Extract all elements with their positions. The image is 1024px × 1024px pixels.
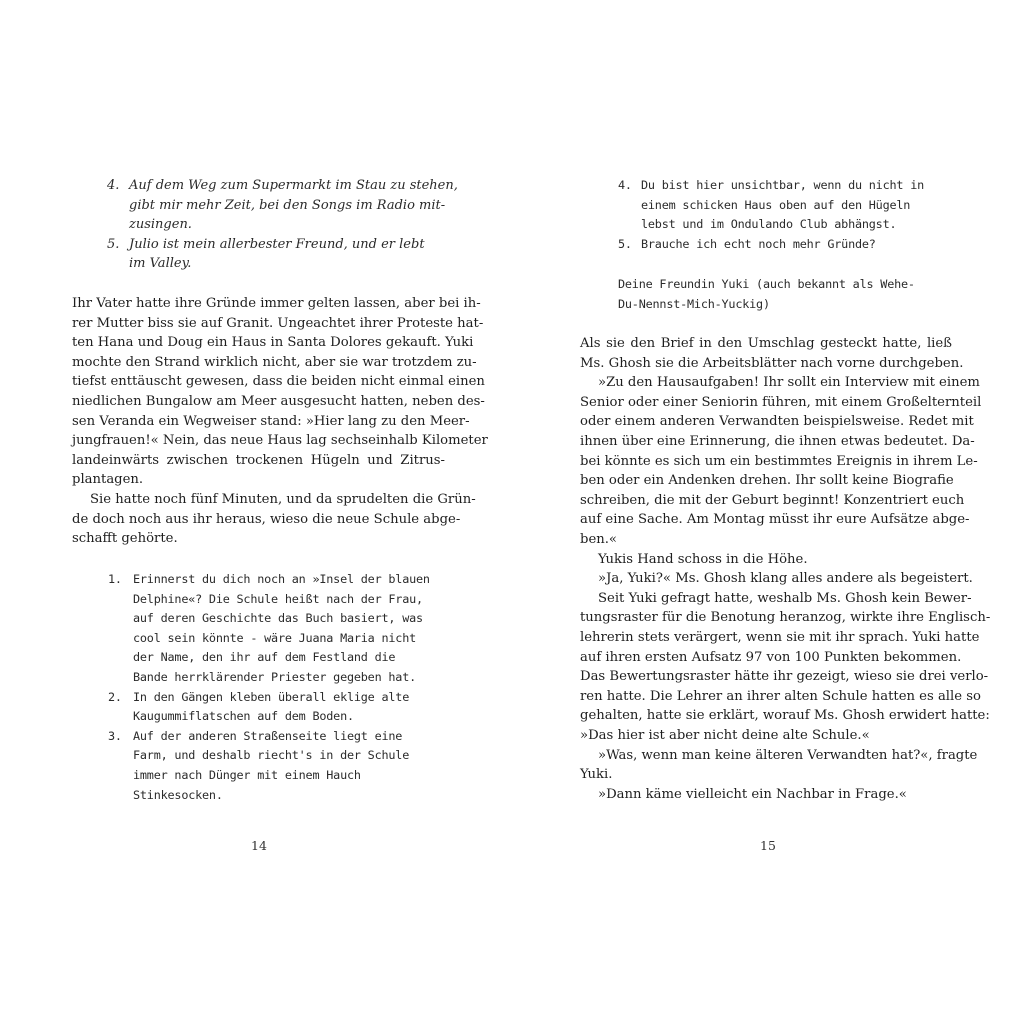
paragraph-line: »Was, wenn man keine älteren Verwandten hat?«, fragte bbox=[598, 747, 978, 763]
signature-line: Du-Nennst-Mich-Yuckig) bbox=[618, 296, 770, 311]
paragraph-line: de doch noch aus ihr heraus, wieso die neue Schule abge- bbox=[72, 511, 461, 527]
right-page bbox=[512, 0, 1024, 1024]
paragraph-line: ben.« bbox=[580, 532, 617, 547]
list-item-number: 1. bbox=[108, 572, 122, 586]
list-item-line: Stinkesocken. bbox=[133, 787, 223, 802]
paragraph-line: oder einem anderen Verwandten beispielsweise. Redet mit bbox=[580, 414, 974, 430]
paragraph-line: »Dann käme vielleicht ein Nachbar in Frage.« bbox=[598, 786, 907, 802]
paragraph-line: schafft gehörte. bbox=[72, 531, 178, 547]
page-number: 14 bbox=[251, 838, 267, 853]
list-item-number: 5. bbox=[107, 236, 120, 252]
paragraph-line: landeinwärts zwischen trockenen Hügeln und Zitrus- bbox=[72, 452, 445, 468]
list-item-line: Erinnerst du dich noch an »Insel der blauen bbox=[133, 572, 430, 586]
list-item-line: der Name, den ihr auf dem Festland die bbox=[133, 650, 396, 665]
paragraph-line: Sie hatte noch fünf Minuten, und da sprudelten die Grün- bbox=[90, 492, 476, 507]
paragraph-line: gehalten, hatte sie erklärt, worauf Ms. Ghosh erwidert hatte: bbox=[580, 708, 990, 724]
paragraph-line: ren hatte. Die Lehrer an ihrer alten Schule hatten es alle so bbox=[580, 688, 981, 704]
paragraph-line: Yukis Hand schoss in die Höhe. bbox=[598, 551, 808, 567]
paragraph-line: niedlichen Bungalow am Meer ausgesucht hatten, neben des- bbox=[72, 394, 485, 409]
paragraph-line: Das Bewertungsraster hätte ihr gezeigt, wieso sie drei verlo- bbox=[580, 669, 989, 685]
list-item-line: In den Gängen kleben überall eklige alte bbox=[133, 689, 410, 704]
paragraph-line: ben oder ein Andenken drehen. Ihr sollt keine Biografie bbox=[580, 473, 954, 489]
paragraph-line: ten Hana und Doug ein Haus in Santa Dolores gekauft. Yuki bbox=[72, 335, 474, 351]
paragraph-line: Ihr Vater hatte ihre Gründe immer gelten lassen, aber bei ih- bbox=[72, 296, 481, 311]
list-item-line: Julio ist mein allerbester Freund, und er lebt bbox=[129, 236, 425, 252]
paragraph-line: schreiben, die mit der Geburt beginnt! Konzentriert euch bbox=[580, 492, 965, 508]
list-item-line: lebst und im Ondulando Club abhängst. bbox=[641, 217, 897, 232]
paragraph-line: bei könnte es sich um ein bestimmtes Ereignis in ihrem Le- bbox=[580, 453, 978, 469]
list-item-line: Farm, und deshalb riecht's in der Schule bbox=[133, 748, 410, 763]
paragraph-line: Yuki. bbox=[580, 767, 613, 783]
paragraph-line: Als sie den Brief in den Umschlag gesteckt hatte, ließ bbox=[580, 336, 952, 351]
paragraph-line: plantagen. bbox=[72, 472, 144, 488]
list-item-line: im Valley. bbox=[129, 256, 192, 272]
paragraph-line: rer Mutter biss sie auf Granit. Ungeachtet ihrer Proteste hat- bbox=[72, 315, 484, 331]
signature-line: Deine Freundin Yuki (auch bekannt als Wehe- bbox=[618, 277, 915, 291]
paragraph-line: Senior oder einer Seniorin führen, mit einem Großelternteil bbox=[580, 394, 982, 410]
list-item-line: auf deren Geschichte das Buch basiert, was bbox=[133, 611, 423, 626]
list-item-number: 5. bbox=[618, 236, 632, 251]
list-item-number: 4. bbox=[618, 178, 632, 192]
list-item-line: Bande herrklärender Priester gegeben hat. bbox=[133, 670, 416, 684]
paragraph-line: ihnen über eine Erinnerung, die ihnen etwas bedeutet. Da- bbox=[580, 434, 975, 449]
paragraph-line: tiefst enttäuscht gewesen, dass die beiden nicht einmal einen bbox=[72, 374, 485, 390]
list-item-number: 2. bbox=[108, 689, 122, 704]
paragraph-line: tungsraster für die Benotung heranzog, wirkte ihre Englisch- bbox=[580, 610, 991, 626]
list-item-line: zusingen. bbox=[129, 217, 192, 233]
list-item-line: Du bist hier unsichtbar, wenn du nicht in bbox=[641, 178, 924, 192]
list-item-line: gibt mir mehr Zeit, bei den Songs im Radio mit- bbox=[129, 197, 446, 213]
list-item-line: einem schicken Haus oben auf den Hügeln bbox=[641, 197, 911, 212]
list-item-line: Auf dem Weg zum Supermarkt im Stau zu stehen, bbox=[129, 178, 458, 193]
list-item-line: Kaugummiflatschen auf dem Boden. bbox=[133, 709, 354, 724]
paragraph-line: lehrerin stets verärgert, wenn sie mit ihr sprach. Yuki hatte bbox=[580, 630, 980, 645]
paragraph-line: auf eine Sache. Am Montag müsst ihr eure Aufsätze abge- bbox=[580, 512, 970, 528]
list-item-line: immer nach Dünger mit einem Hauch bbox=[133, 768, 361, 782]
list-item-number: 3. bbox=[108, 728, 122, 743]
paragraph-line: Ms. Ghosh sie die Arbeitsblätter nach vorne durchgeben. bbox=[580, 355, 964, 371]
list-item-line: Brauche ich echt noch mehr Gründe? bbox=[641, 236, 876, 251]
paragraph-line: mochte den Strand wirklich nicht, aber sie war trotzdem zu- bbox=[72, 354, 477, 370]
paragraph-line: »Zu den Hausaufgaben! Ihr sollt ein Interview mit einem bbox=[598, 375, 980, 391]
list-item-line: cool sein könnte - wäre Juana Maria nicht bbox=[133, 630, 416, 645]
paragraph-line: auf ihren ersten Aufsatz 97 von 100 Punkten bekommen. bbox=[580, 649, 962, 665]
paragraph-line: sen Veranda ein Wegweiser stand: »Hier lang zu den Meer- bbox=[72, 413, 470, 429]
list-item-line: Auf der anderen Straßenseite liegt eine bbox=[133, 728, 403, 743]
list-item-line: Delphine«? Die Schule heißt nach der Frau, bbox=[133, 591, 423, 606]
page-number: 15 bbox=[760, 838, 776, 853]
paragraph-line: »Das hier ist aber nicht deine alte Schule.« bbox=[580, 728, 870, 743]
paragraph-line: »Ja, Yuki?« Ms. Ghosh klang alles andere als begeistert. bbox=[598, 571, 973, 587]
paragraph-line: jungfrauen!« Nein, das neue Haus lag sechseinhalb Kilometer bbox=[72, 433, 488, 449]
paragraph-line: Seit Yuki gefragt hatte, weshalb Ms. Ghosh kein Bewer- bbox=[598, 590, 972, 606]
list-item-number: 4. bbox=[107, 178, 120, 193]
